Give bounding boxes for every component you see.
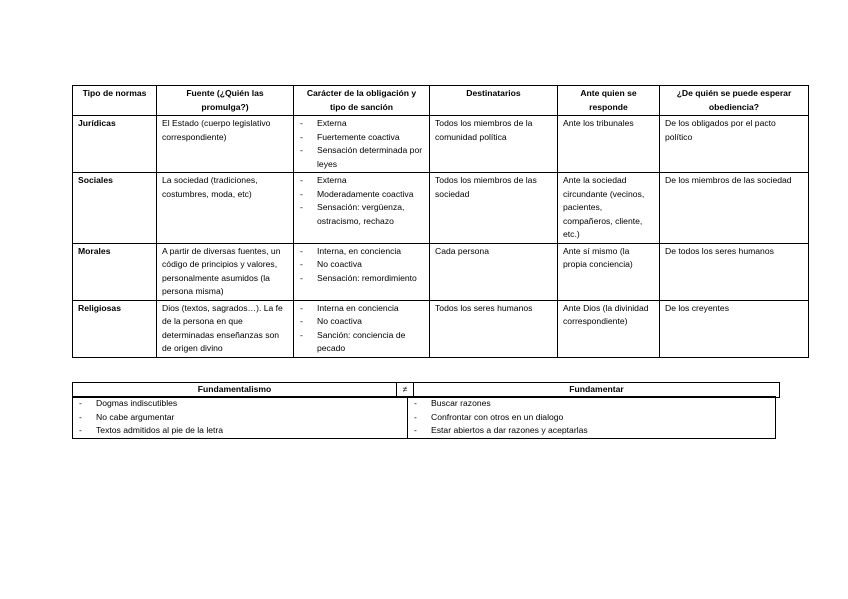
- cell-obediencia: De los obligados por el pacto político: [660, 116, 809, 173]
- not-equal-symbol: ≠: [397, 383, 414, 398]
- cell-fuente: El Estado (cuerpo legislativo correspondiente): [157, 116, 294, 173]
- header-destinatarios: Destinatarios: [430, 86, 558, 116]
- cell-tipo: Jurídicas: [73, 116, 157, 173]
- cell-destinatarios: Todos los miembros de las sociedad: [430, 173, 558, 244]
- header-caracter: Carácter de la obligación y tipo de sanción: [294, 86, 430, 116]
- fundamentalismo-cell: [73, 397, 408, 439]
- list-item: - Buscar razones: [413, 397, 770, 411]
- cell-fuente: Dios (textos, sagrados…). La fe de la persona en que determinadas enseñanzas son de origen divino: [157, 300, 294, 357]
- table-row: [73, 173, 809, 244]
- fundamentar-list: [413, 397, 770, 438]
- caracter-list: [299, 302, 424, 356]
- cell-caracter: [294, 116, 430, 173]
- cell-tipo: Morales: [73, 243, 157, 300]
- header-ante-quien: Ante quien se responde: [558, 86, 660, 116]
- caracter-list: [299, 245, 424, 286]
- list-item: - Fuertemente coactiva: [299, 131, 424, 145]
- cell-destinatarios: Cada persona: [430, 243, 558, 300]
- list-item: - No coactiva: [299, 258, 424, 272]
- list-item: - Dogmas indiscutibles: [78, 397, 402, 411]
- header-tipo: Tipo de normas: [73, 86, 157, 116]
- cell-ante-quien: Ante la sociedad circundante (vecinos, pacientes, compañeros, cliente, etc.): [558, 173, 660, 244]
- comparison-body-table: [72, 396, 776, 439]
- table-row: [73, 300, 809, 357]
- cell-fuente: A partir de diversas fuentes, un código de principios y valores, personalmente asumidos (la persona misma): [157, 243, 294, 300]
- header-fuente: Fuente (¿Quién las promulga?): [157, 86, 294, 116]
- fundamentalismo-header: Fundamentalismo: [73, 383, 397, 398]
- list-item: - Sensación: vergüenza, ostracismo, rechazo: [299, 201, 424, 228]
- list-item: - Sanción: conciencia de pecado: [299, 329, 424, 356]
- cell-ante-quien: Ante Dios (la divinidad correspondiente): [558, 300, 660, 357]
- list-item: - Moderadamente coactiva: [299, 188, 424, 202]
- list-item: - Interna, en conciencia: [299, 245, 424, 259]
- list-item: - Sensación: remordimiento: [299, 272, 424, 286]
- comparison-header-row: [73, 383, 780, 398]
- cell-tipo: Religiosas: [73, 300, 157, 357]
- list-item: - Estar abiertos a dar razones y aceptarlas: [413, 424, 770, 438]
- norms-table: [72, 85, 809, 358]
- cell-caracter: [294, 173, 430, 244]
- norms-header-row: [73, 86, 809, 116]
- list-item: - No coactiva: [299, 315, 424, 329]
- caracter-list: [299, 117, 424, 171]
- cell-destinatarios: Todos los miembros de la comunidad política: [430, 116, 558, 173]
- list-item: - No cabe argumentar: [78, 411, 402, 425]
- cell-ante-quien: Ante los tribunales: [558, 116, 660, 173]
- caracter-list: [299, 174, 424, 228]
- fundamentar-cell: [408, 397, 776, 439]
- list-item: - Externa: [299, 174, 424, 188]
- cell-obediencia: De todos los seres humanos: [660, 243, 809, 300]
- cell-obediencia: De los miembros de las sociedad: [660, 173, 809, 244]
- fundamentalismo-list: [78, 397, 402, 438]
- cell-obediencia: De los creyentes: [660, 300, 809, 357]
- list-item: - Externa: [299, 117, 424, 131]
- header-obediencia: ¿De quién se puede esperar obediencia?: [660, 86, 809, 116]
- cell-fuente: La sociedad (tradiciones, costumbres, moda, etc): [157, 173, 294, 244]
- cell-tipo: Sociales: [73, 173, 157, 244]
- list-item: - Interna en conciencia: [299, 302, 424, 316]
- table-row: [73, 116, 809, 173]
- fundamentar-header: Fundamentar: [414, 383, 780, 398]
- list-item: - Confrontar con otros en un dialogo: [413, 411, 770, 425]
- cell-ante-quien: Ante sí mismo (la propia conciencia): [558, 243, 660, 300]
- list-item: - Textos admitidos al pie de la letra: [78, 424, 402, 438]
- cell-destinatarios: Todos los seres humanos: [430, 300, 558, 357]
- cell-caracter: [294, 300, 430, 357]
- table-row: [73, 243, 809, 300]
- cell-caracter: [294, 243, 430, 300]
- list-item: - Sensación determinada por leyes: [299, 144, 424, 171]
- comparison-body-row: [73, 397, 776, 439]
